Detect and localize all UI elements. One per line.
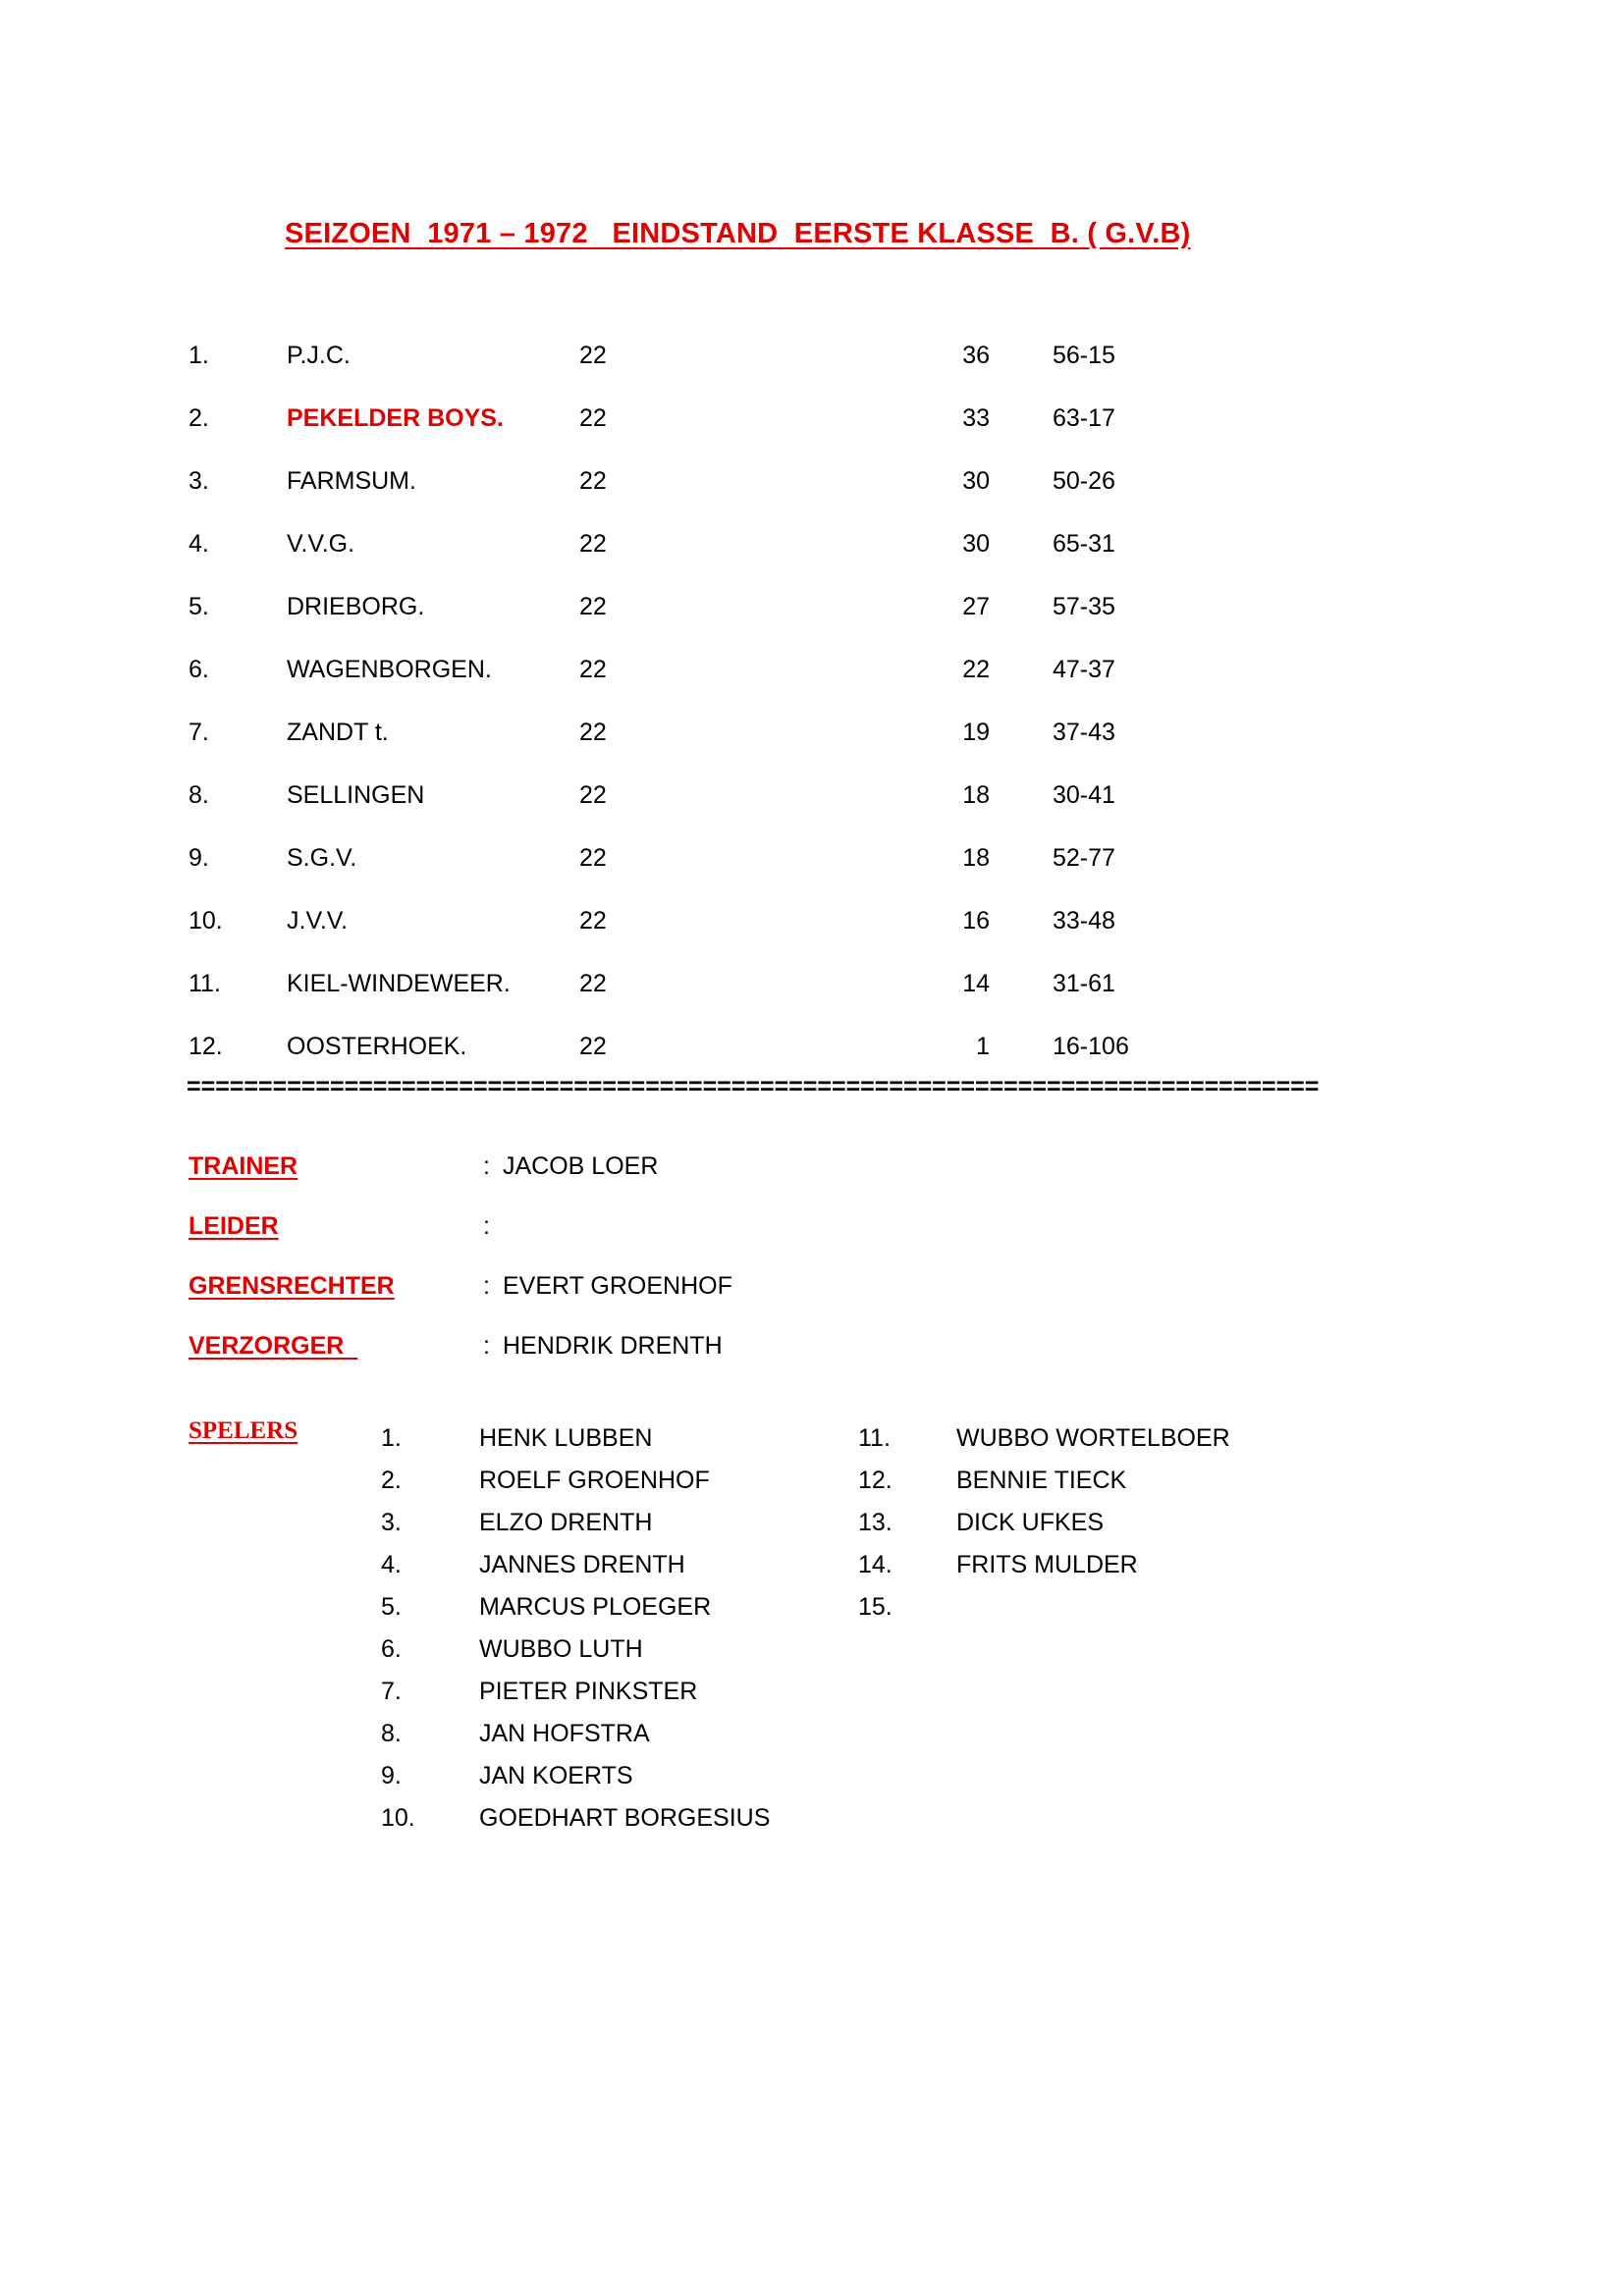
standings-played: 22 <box>579 844 607 872</box>
standings-played: 22 <box>579 342 607 369</box>
staff-role-label: GRENSRECHTER <box>189 1272 395 1300</box>
player-number-right: 13. <box>858 1509 893 1536</box>
standings-rank: 12. <box>189 1033 223 1060</box>
standings-points: 14 <box>962 970 990 997</box>
table-row <box>0 575 1624 638</box>
standings-club-name: DRIEBORG. <box>287 593 425 620</box>
standings-points: 18 <box>962 781 990 809</box>
player-number-left: 3. <box>381 1509 402 1536</box>
standings-points: 1 <box>976 1033 990 1060</box>
player-number-left: 1. <box>381 1424 402 1452</box>
player-number-left: 2. <box>381 1467 402 1494</box>
standings-played: 22 <box>579 467 607 495</box>
standings-points: 33 <box>962 404 990 432</box>
player-number-right: 11. <box>858 1424 891 1452</box>
standings-rank: 11. <box>189 970 221 997</box>
player-name-left: HENK LUBBEN <box>479 1424 653 1452</box>
standings-club-name: FARMSUM. <box>287 467 416 495</box>
player-number-left: 6. <box>381 1635 402 1663</box>
standings-points: 27 <box>962 593 990 620</box>
staff-person-name: HENDRIK DRENTH <box>503 1332 723 1360</box>
staff-person-name: EVERT GROENHOF <box>503 1272 732 1300</box>
standings-goal-record: 47-37 <box>1053 656 1115 683</box>
staff-role-label: TRAINER <box>189 1152 298 1180</box>
standings-points: 22 <box>962 656 990 683</box>
player-number-right: 14. <box>858 1551 893 1578</box>
staff-separator: : <box>483 1332 490 1360</box>
table-row <box>0 512 1624 575</box>
player-name-right: FRITS MULDER <box>956 1551 1138 1578</box>
player-name-left: JAN KOERTS <box>479 1762 633 1789</box>
player-row <box>0 1586 1624 1629</box>
standings-points: 16 <box>962 907 990 934</box>
standings-rank: 7. <box>189 719 209 746</box>
staff-role-label: VERZORGER <box>189 1332 358 1360</box>
table-row <box>0 450 1624 512</box>
standings-points: 30 <box>962 467 990 495</box>
player-row <box>0 1502 1624 1544</box>
standings-goal-record: 56-15 <box>1053 342 1115 369</box>
player-name-left: GOEDHART BORGESIUS <box>479 1804 771 1832</box>
staff-person-name: JACOB LOER <box>503 1152 659 1180</box>
standings-points: 19 <box>962 719 990 746</box>
table-row <box>0 701 1624 764</box>
standings-played: 22 <box>579 656 607 683</box>
standings-points: 30 <box>962 530 990 558</box>
standings-goal-record: 33-48 <box>1053 907 1115 934</box>
player-name-right: WUBBO WORTELBOER <box>956 1424 1230 1452</box>
standings-rank: 4. <box>189 530 209 558</box>
table-row <box>0 638 1624 701</box>
standings-rank: 8. <box>189 781 209 809</box>
standings-rank: 5. <box>189 593 209 620</box>
standings-goal-record: 31-61 <box>1053 970 1115 997</box>
player-name-left: JAN HOFSTRA <box>479 1720 650 1747</box>
staff-row <box>0 1197 1624 1256</box>
standings-goal-record: 16-106 <box>1053 1033 1129 1060</box>
staff-role-label: LEIDER <box>189 1212 279 1240</box>
player-row <box>0 1755 1624 1797</box>
standings-played: 22 <box>579 907 607 934</box>
player-row <box>0 1713 1624 1755</box>
staff-row <box>0 1137 1624 1197</box>
player-row <box>0 1417 1624 1460</box>
standings-rank: 6. <box>189 656 209 683</box>
table-row <box>0 387 1624 450</box>
player-row <box>0 1544 1624 1586</box>
player-name-left: MARCUS PLOEGER <box>479 1593 712 1621</box>
standings-rank: 2. <box>189 404 209 432</box>
player-number-left: 4. <box>381 1551 402 1578</box>
standings-club-name: WAGENBORGEN. <box>287 656 492 683</box>
standings-club-name: OOSTERHOEK. <box>287 1033 467 1060</box>
standings-played: 22 <box>579 970 607 997</box>
standings-club-name: ZANDT t. <box>287 719 389 746</box>
standings-club-name: KIEL-WINDEWEER. <box>287 970 511 997</box>
player-name-left: ROELF GROENHOF <box>479 1467 710 1494</box>
player-row <box>0 1671 1624 1713</box>
standings-rank: 10. <box>189 907 223 934</box>
section-divider: =============================================================================== <box>187 1073 1320 1100</box>
standings-played: 22 <box>579 593 607 620</box>
player-name-right: BENNIE TIECK <box>956 1467 1127 1494</box>
standings-goal-record: 65-31 <box>1053 530 1115 558</box>
staff-separator: : <box>483 1152 490 1180</box>
page-title: SEIZOEN 1971 – 1972 EINDSTAND EERSTE KLASSE B. ( G.V.B) <box>285 218 1191 249</box>
players-heading: SPELERS <box>189 1417 298 1444</box>
player-number-left: 8. <box>381 1720 402 1747</box>
players-list <box>0 1417 1624 1840</box>
player-row <box>0 1797 1624 1840</box>
table-row <box>0 1015 1624 1078</box>
standings-goal-record: 52-77 <box>1053 844 1115 872</box>
standings-rank: 3. <box>189 467 209 495</box>
player-name-left: WUBBO LUTH <box>479 1635 643 1663</box>
player-name-left: JANNES DRENTH <box>479 1551 685 1578</box>
player-number-left: 9. <box>381 1762 402 1789</box>
standings-club-name: P.J.C. <box>287 342 351 369</box>
table-row <box>0 827 1624 889</box>
standings-points: 36 <box>962 342 990 369</box>
standings-club-name: J.V.V. <box>287 907 349 934</box>
table-row <box>0 952 1624 1015</box>
standings-played: 22 <box>579 1033 607 1060</box>
standings-played: 22 <box>579 719 607 746</box>
standings-club-name: SELLINGEN <box>287 781 425 809</box>
standings-goal-record: 57-35 <box>1053 593 1115 620</box>
staff-list <box>0 1137 1624 1376</box>
player-row <box>0 1460 1624 1502</box>
standings-goal-record: 50-26 <box>1053 467 1115 495</box>
standings-played: 22 <box>579 530 607 558</box>
standings-rank: 9. <box>189 844 209 872</box>
player-number-left: 7. <box>381 1678 402 1705</box>
standings-club-name: S.G.V. <box>287 844 357 872</box>
staff-separator: : <box>483 1212 490 1240</box>
staff-separator: : <box>483 1272 490 1300</box>
table-row <box>0 324 1624 387</box>
player-name-right: DICK UFKES <box>956 1509 1105 1536</box>
player-number-left: 10. <box>381 1804 415 1832</box>
staff-row <box>0 1256 1624 1316</box>
table-row <box>0 764 1624 827</box>
player-row <box>0 1629 1624 1671</box>
staff-row <box>0 1316 1624 1376</box>
standings-table <box>0 324 1624 1078</box>
player-name-left: ELZO DRENTH <box>479 1509 653 1536</box>
standings-played: 22 <box>579 404 607 432</box>
player-number-right: 12. <box>858 1467 893 1494</box>
standings-rank: 1. <box>189 342 209 369</box>
table-row <box>0 889 1624 952</box>
standings-goal-record: 63-17 <box>1053 404 1115 432</box>
standings-played: 22 <box>579 781 607 809</box>
standings-club-name: V.V.G. <box>287 530 355 558</box>
standings-goal-record: 37-43 <box>1053 719 1115 746</box>
standings-goal-record: 30-41 <box>1053 781 1115 809</box>
player-name-left: PIETER PINKSTER <box>479 1678 698 1705</box>
standings-club-name: PEKELDER BOYS. <box>287 404 504 432</box>
player-number-right: 15. <box>858 1593 893 1621</box>
standings-points: 18 <box>962 844 990 872</box>
player-number-left: 5. <box>381 1593 402 1621</box>
